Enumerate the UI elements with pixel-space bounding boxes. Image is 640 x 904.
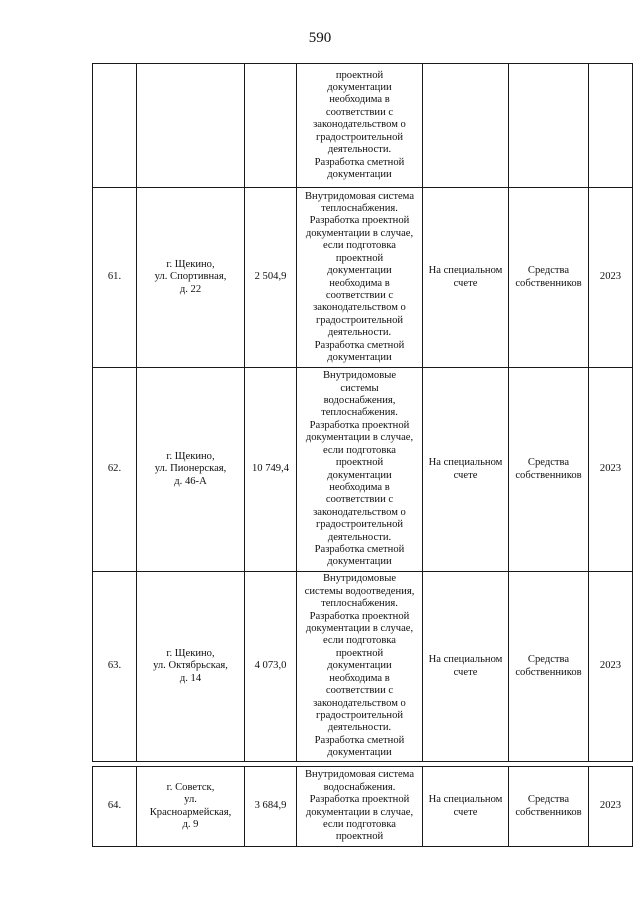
funding-source-cell-line: Средства xyxy=(527,654,570,666)
address-cell-line: г. Щекино, xyxy=(166,647,215,659)
row-number-line: 62. xyxy=(107,463,122,475)
funding-source-cell xyxy=(509,188,589,368)
address-cell-line: г. Щекино, xyxy=(166,450,215,462)
description-cell-line: если подготовка xyxy=(322,635,397,647)
description-cell-line: Внутридомовая система xyxy=(304,769,415,781)
year-cell-line: 2023 xyxy=(599,660,622,672)
description-cell-line: документации в случае, xyxy=(305,623,414,635)
account-cell xyxy=(423,188,509,368)
description-cell xyxy=(297,368,423,572)
area-cell-line: 3 684,9 xyxy=(254,800,287,812)
year-cell xyxy=(589,368,633,572)
works-table xyxy=(92,63,633,847)
row-number xyxy=(93,188,137,368)
description-cell-line: Разработка проектной xyxy=(309,215,410,227)
description-cell-line: Разработка проектной xyxy=(309,419,410,431)
description-cell-line: документации xyxy=(327,168,392,180)
description-cell-line: проектной xyxy=(335,252,384,264)
area-cell-line: 10 749,4 xyxy=(251,463,290,475)
year-cell xyxy=(589,767,633,847)
year-cell-line: 2023 xyxy=(599,800,622,812)
area-cell xyxy=(245,188,297,368)
address-cell-line: ул. Пионерская, xyxy=(154,463,227,475)
funding-source-cell-line: Средства xyxy=(527,794,570,806)
address-cell xyxy=(137,368,245,572)
description-cell-line: необходима в xyxy=(329,277,390,289)
description-cell xyxy=(297,188,423,368)
funding-source-cell xyxy=(509,572,589,762)
year-cell-line: 2023 xyxy=(599,463,622,475)
funding-source-cell-line: собственников xyxy=(515,469,582,481)
description-cell-line: водоснабжения. xyxy=(323,781,396,793)
row-number-line: 63. xyxy=(107,660,122,672)
description-cell-line: Разработка сметной xyxy=(314,734,405,746)
description-cell-line: соответствии с xyxy=(325,685,394,697)
address-cell-line: Красноармейская, xyxy=(149,806,232,818)
table-row xyxy=(93,368,633,572)
table-row xyxy=(93,64,633,188)
address-cell-line: д. 46-А xyxy=(174,475,207,487)
description-cell-line: градостроительной xyxy=(315,131,404,143)
description-cell-line: документации xyxy=(327,351,392,363)
year-cell xyxy=(589,572,633,762)
account-cell-line: счете xyxy=(453,469,478,481)
area-cell xyxy=(245,767,297,847)
table-row xyxy=(93,572,633,762)
account-cell-line: На специальном xyxy=(428,265,503,277)
account-cell-line: На специальном xyxy=(428,457,503,469)
description-cell-line: документации xyxy=(327,469,392,481)
description-cell-line: необходима в xyxy=(329,672,390,684)
description-cell-line: если подготовка xyxy=(322,444,397,456)
description-cell-line: Внутридомовые xyxy=(322,370,397,382)
description-cell-line: соответствии с xyxy=(325,289,394,301)
description-cell-line: документации в случае, xyxy=(305,227,414,239)
area-cell xyxy=(245,368,297,572)
address-cell-line: ул. Спортивная, xyxy=(154,271,227,283)
description-cell-line: деятельности. xyxy=(327,327,392,339)
description-cell-line: проектной xyxy=(335,69,384,81)
description-cell-line: документации xyxy=(327,82,392,94)
account-cell-line: счете xyxy=(453,666,478,678)
description-cell-line: деятельности. xyxy=(327,722,392,734)
description-cell-line: проектной xyxy=(335,457,384,469)
description-cell-line: Разработка сметной xyxy=(314,339,405,351)
description-cell-line: Внутридомовая система xyxy=(304,190,415,202)
description-cell-line: законодательством о xyxy=(313,119,406,131)
description-cell-line: теплоснабжения. xyxy=(321,407,398,419)
address-cell-line: ул. Октябрьская, xyxy=(153,660,228,672)
description-cell-line: документации в случае, xyxy=(305,806,414,818)
description-cell-line: если подготовка xyxy=(322,240,397,252)
funding-source-cell-line: собственников xyxy=(515,806,582,818)
account-cell xyxy=(423,64,509,188)
address-cell xyxy=(137,64,245,188)
account-cell xyxy=(423,572,509,762)
description-cell-line: соответствии с xyxy=(325,494,394,506)
description-cell-line: законодательством о xyxy=(313,697,406,709)
address-cell-line: д. 22 xyxy=(179,283,202,295)
funding-source-cell xyxy=(509,64,589,188)
description-cell-line: документации xyxy=(327,747,392,759)
address-cell-line: д. 14 xyxy=(179,672,202,684)
description-cell-line: водоснабжения, xyxy=(323,395,396,407)
table-row xyxy=(93,188,633,368)
funding-source-cell-line: Средства xyxy=(527,457,570,469)
row-number xyxy=(93,64,137,188)
funding-source-cell-line: собственников xyxy=(515,277,582,289)
account-cell xyxy=(423,767,509,847)
description-cell xyxy=(297,767,423,847)
account-cell-line: счете xyxy=(453,806,478,818)
row-number xyxy=(93,572,137,762)
funding-source-cell xyxy=(509,767,589,847)
address-cell-line: г. Щекино, xyxy=(166,258,215,270)
description-cell-line: проектной xyxy=(335,831,384,843)
address-cell-line: ул. xyxy=(184,794,197,806)
funding-source-cell xyxy=(509,368,589,572)
description-cell xyxy=(297,572,423,762)
row-number xyxy=(93,368,137,572)
description-cell-line: соответствии с xyxy=(325,106,394,118)
description-cell-line: градостроительной xyxy=(315,519,404,531)
row-number-line: 64. xyxy=(107,800,122,812)
description-cell xyxy=(297,64,423,188)
address-cell-line: г. Советск, xyxy=(166,781,215,793)
description-cell-line: системы водоотведения, xyxy=(304,585,415,597)
account-cell-line: На специальном xyxy=(428,794,503,806)
description-cell-line: законодательством о xyxy=(313,506,406,518)
description-cell-line: деятельности. xyxy=(327,531,392,543)
account-cell-line: На специальном xyxy=(428,654,503,666)
description-cell-line: документации xyxy=(327,556,392,568)
description-cell-line: деятельности. xyxy=(327,144,392,156)
description-cell-line: проектной xyxy=(335,647,384,659)
address-cell xyxy=(137,188,245,368)
description-cell-line: документации xyxy=(327,660,392,672)
area-cell-line: 2 504,9 xyxy=(254,271,287,283)
row-number-line: 61. xyxy=(107,271,122,283)
area-cell-line: 4 073,0 xyxy=(254,660,287,672)
account-cell-line: счете xyxy=(453,277,478,289)
area-cell xyxy=(245,64,297,188)
row-number xyxy=(93,767,137,847)
account-cell xyxy=(423,368,509,572)
funding-source-cell-line: Средства xyxy=(527,265,570,277)
description-cell-line: теплоснабжения. xyxy=(321,598,398,610)
description-cell-line: системы xyxy=(340,382,379,394)
funding-source-cell-line: собственников xyxy=(515,666,582,678)
description-cell-line: градостроительной xyxy=(315,709,404,721)
description-cell-line: Разработка проектной xyxy=(309,610,410,622)
year-cell xyxy=(589,64,633,188)
description-cell-line: документации в случае, xyxy=(305,432,414,444)
description-cell-line: Внутридомовые xyxy=(322,573,397,585)
year-cell xyxy=(589,188,633,368)
description-cell-line: градостроительной xyxy=(315,314,404,326)
description-cell-line: законодательством о xyxy=(313,302,406,314)
description-cell-line: необходима в xyxy=(329,481,390,493)
description-cell-line: Разработка проектной xyxy=(309,794,410,806)
address-cell-line: д. 9 xyxy=(182,818,199,830)
description-cell-line: Разработка сметной xyxy=(314,156,405,168)
description-cell-line: документации xyxy=(327,265,392,277)
table-row xyxy=(93,767,633,847)
area-cell xyxy=(245,572,297,762)
description-cell-line: если подготовка xyxy=(322,818,397,830)
description-cell-line: Разработка сметной xyxy=(314,543,405,555)
year-cell-line: 2023 xyxy=(599,271,622,283)
description-cell-line: теплоснабжения. xyxy=(321,203,398,215)
address-cell xyxy=(137,767,245,847)
page-number: 590 xyxy=(308,30,332,46)
address-cell xyxy=(137,572,245,762)
description-cell-line: необходима в xyxy=(329,94,390,106)
